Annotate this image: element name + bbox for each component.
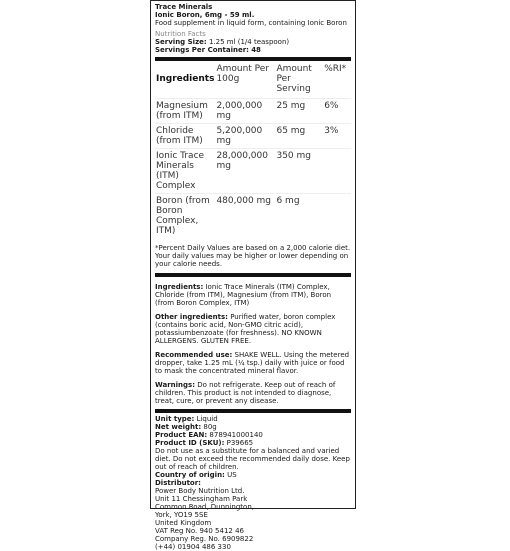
row-perserving: 65 mg	[275, 124, 323, 149]
other-ingredients-label: Other ingredients:	[155, 313, 228, 321]
distributor-line: Power Body Nutrition Ltd.	[155, 487, 245, 495]
recommended-use-section	[155, 351, 351, 375]
product-sku	[155, 439, 351, 447]
distributor-line: (+44) 01904 486 330	[155, 543, 231, 551]
servings-value: 48	[251, 46, 261, 54]
other-ingredients-section	[155, 313, 351, 345]
distributor-line: Common Road, Dunnington,	[155, 503, 254, 511]
product-subtitle: Ionic Boron, 6mg - 59 ml.	[155, 11, 255, 19]
unit-type-label: Unit type:	[155, 415, 195, 423]
daily-values-footnote: *Percent Daily Values are based on a 2,000 calorie diet. Your daily values may be higher or lower depending on your calorie needs.	[155, 244, 351, 277]
servings-per-container	[155, 46, 351, 54]
row-name: Boron (from Boron Complex, ITM)	[155, 194, 215, 239]
origin-label: Country of origin:	[155, 471, 225, 479]
row-per100: 28,000,000 mg	[215, 149, 275, 194]
distributor-label: Distributor:	[155, 479, 201, 487]
sku-label: Product ID (SKU):	[155, 439, 225, 447]
table-header-row	[155, 59, 351, 99]
row-per100: 2,000,000 mg	[215, 99, 275, 124]
product-title: Trace Minerals	[155, 3, 213, 11]
serving-size-label: Serving Size:	[155, 38, 207, 46]
distributor-line: United Kingdom	[155, 519, 212, 527]
ingredients-text: Ionic Trace Minerals (ITM) Complex, Chloride (from ITM), Magnesium (from ITM), Boron (from Boron Complex, ITM)	[155, 283, 332, 307]
product-ean	[155, 431, 351, 439]
distributor-line: York, YO19 5SE	[155, 511, 208, 519]
row-perserving: 350 mg	[275, 149, 323, 194]
other-ingredients-text: Purified water, boron complex (contains boric acid, Non-GMO citric acid), potassiumbenzoate (for freshness). NO KNOWN ALLERGENS. GLUTEN FREE.	[155, 313, 336, 345]
row-ri: 6%	[323, 99, 351, 124]
distributor-line: Company Reg. No. 6909822	[155, 535, 254, 543]
table-row	[155, 124, 351, 149]
ean-label: Product EAN:	[155, 431, 208, 439]
sku-value: P39665	[224, 439, 254, 447]
recommended-use-label: Recommended use:	[155, 351, 233, 359]
servings-label: Servings Per Container:	[155, 46, 249, 54]
ingredients-label: Ingredients:	[155, 283, 204, 291]
product-description: Food supplement in liquid form, containing Ionic Boron	[155, 19, 347, 27]
unit-type-value: Liquid	[194, 415, 218, 423]
row-name: Magnesium (from ITM)	[155, 99, 215, 124]
row-name: Ionic Trace Minerals (ITM) Complex	[155, 149, 215, 194]
col-header-perserving: Amount Per Serving	[276, 64, 312, 94]
table-row	[155, 149, 351, 194]
distributor-line: VAT Reg No. 940 5412 46	[155, 527, 244, 535]
col-header-ri: %RI*	[324, 64, 347, 74]
row-ri	[323, 149, 351, 194]
distributor-line: Unit 11 Chessingham Park	[155, 495, 248, 503]
net-weight-label: Net weight:	[155, 423, 202, 431]
usage-notice: Do not use as a substitute for a balanced and varied diet. Do not exceed the recommended daily dose. Keep out of reach of children.	[155, 447, 350, 471]
serving-size	[155, 38, 351, 46]
serving-size-value: 1.25 ml (1/4 teaspoon)	[208, 38, 290, 46]
row-ri	[323, 194, 351, 239]
col-header-ingredients: Ingredients	[156, 74, 215, 84]
net-weight	[155, 423, 351, 431]
table-row	[155, 194, 351, 239]
ean-value: 878941000140	[207, 431, 263, 439]
row-per100: 5,200,000 mg	[215, 124, 275, 149]
product-info-block	[155, 409, 351, 551]
ingredients-section	[155, 283, 351, 307]
origin-value: US	[224, 471, 237, 479]
net-weight-value: 80g	[201, 423, 217, 431]
warnings-text: Do not refrigerate. Keep out of reach of children. This product is not intended to diagnose, treat, cure, or prevent any disease.	[155, 381, 336, 405]
row-name: Chloride (from ITM)	[155, 124, 215, 149]
warnings-section	[155, 381, 351, 405]
warnings-label: Warnings:	[155, 381, 195, 389]
row-perserving: 25 mg	[275, 99, 323, 124]
country-of-origin	[155, 471, 351, 479]
nutrition-heading: Nutrition Facts	[155, 30, 206, 38]
nutrition-facts-table	[155, 57, 351, 238]
col-header-per100: Amount Per 100g	[216, 64, 270, 84]
row-perserving: 6 mg	[275, 194, 323, 239]
supplement-label	[150, 0, 356, 551]
unit-type	[155, 415, 351, 423]
row-per100: 480,000 mg	[215, 194, 275, 239]
table-row	[155, 99, 351, 124]
recommended-use-text: SHAKE WELL. Using the metered dropper, take 1.25 mL (¼ tsp.) daily with juice or food to mask the concentrated mineral flavor.	[155, 351, 350, 375]
row-ri: 3%	[323, 124, 351, 149]
